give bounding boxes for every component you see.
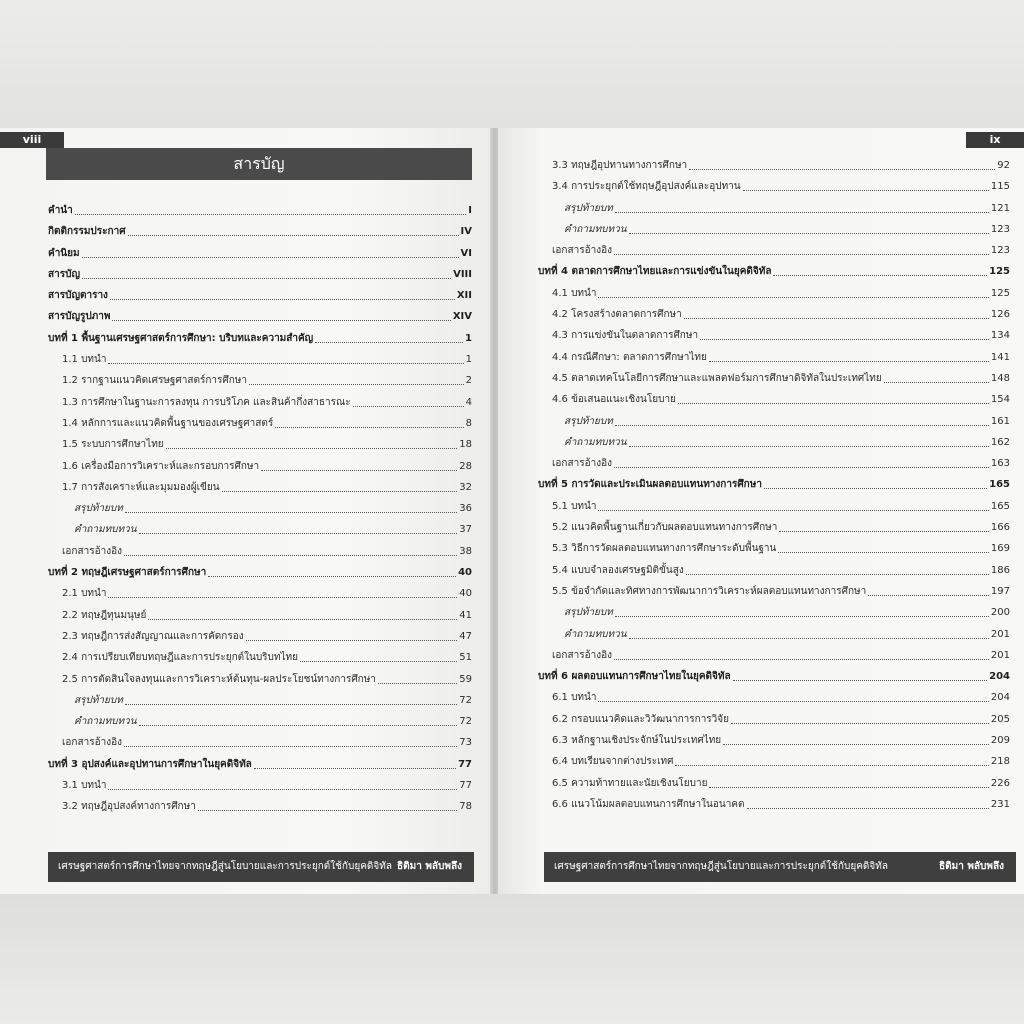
toc-entry-page: 8 — [465, 417, 472, 429]
toc-entry-page: 73 — [459, 737, 472, 749]
toc-leader-dots — [108, 363, 464, 364]
toc-entry — [48, 669, 472, 690]
toc-entry-page: 186 — [990, 564, 1010, 576]
toc-leader-dots — [598, 701, 989, 702]
toc-leader-dots — [166, 448, 457, 449]
toc-leader-dots — [124, 746, 457, 747]
footer-book-title: เศรษฐศาสตร์การศึกษาไทยจากทฤษฎีสู่นโยบายและการประยุกต์ใช้กับยุคดิจิทัล — [58, 861, 392, 872]
toc-leader-dots — [315, 342, 463, 343]
toc-entry — [538, 687, 1010, 708]
toc-title: สารบัญ — [46, 148, 472, 180]
toc-leader-dots — [764, 488, 987, 489]
toc-entry-label: 6.3 หลักฐานเชิงประจักษ์ในประเทศไทย — [552, 735, 722, 747]
toc-entry-label: 1.2 รากฐานแนวคิดเศรษฐศาสตร์การศึกษา — [62, 375, 247, 387]
toc-entry — [48, 264, 472, 285]
toc-entry — [48, 732, 472, 753]
toc-entry-page: 32 — [459, 481, 472, 493]
toc-leader-dots — [629, 638, 989, 639]
toc-leader-dots — [884, 382, 989, 383]
toc-entry-label: เอกสารอ้างอิง — [552, 649, 612, 661]
toc-entry — [538, 709, 1010, 730]
toc-entry-label: บทที่ 5 การวัดและประเมินผลตอบแทนทางการศึกษา — [538, 479, 762, 491]
toc-leader-dots — [198, 810, 457, 811]
toc-entry-label: 6.1 บทนำ — [552, 692, 597, 704]
toc-entry-label: คำนิยม — [48, 247, 80, 259]
toc-entry-label: 1.3 การศึกษาในฐานะการลงทุน การบริโภค และสินค้ากึ่งสาธารณะ — [62, 396, 351, 408]
toc-entry — [538, 368, 1010, 389]
toc-entry-label: คำถามทบทวน — [564, 223, 627, 235]
toc-entry-label: 1.4 หลักการและแนวคิดพื้นฐานของเศรษฐศาสตร์ — [62, 417, 274, 429]
toc-leader-dots — [629, 233, 989, 234]
toc-leader-dots — [75, 214, 466, 215]
toc-entry — [48, 285, 472, 306]
toc-leader-dots — [709, 361, 989, 362]
toc-entry — [48, 498, 472, 519]
toc-leader-dots — [148, 619, 457, 620]
toc-entry — [48, 754, 472, 775]
toc-entry-label: 2.5 การตัดสินใจลงทุนและการวิเคราะห์ต้นทุน-ผลประโยชน์ทางการศึกษา — [62, 673, 376, 685]
toc-entry-label: เอกสารอ้างอิง — [62, 737, 122, 749]
toc-entry — [538, 624, 1010, 645]
toc-leader-dots — [614, 659, 989, 660]
toc-leader-dots — [108, 789, 457, 790]
toc-entry — [538, 176, 1010, 197]
toc-leader-dots — [353, 406, 464, 407]
toc-entry-page: 163 — [990, 458, 1010, 470]
toc-entry-page: 231 — [990, 798, 1010, 810]
toc-entry-page: 4 — [465, 396, 472, 408]
toc-entry-page: 218 — [990, 756, 1010, 768]
toc-leader-dots — [275, 427, 464, 428]
toc-leader-dots — [773, 275, 987, 276]
toc-entry-page: 123 — [990, 245, 1010, 257]
toc-entry — [538, 496, 1010, 517]
toc-entry-page: 161 — [990, 415, 1010, 427]
toc-entry — [48, 328, 472, 349]
toc-entry — [538, 794, 1010, 815]
toc-leader-dots — [615, 616, 989, 617]
toc-entry — [538, 602, 1010, 623]
toc-entry-page: 51 — [459, 652, 472, 664]
toc-entry-label: สารบัญรูปภาพ — [48, 311, 111, 323]
toc-entry-page: 205 — [990, 713, 1010, 725]
toc-leader-dots — [675, 765, 989, 766]
toc-entry-page: 38 — [459, 545, 472, 557]
toc-entry — [538, 283, 1010, 304]
toc-entry-page: 92 — [997, 160, 1010, 171]
toc-entry-label: กิตติกรรมประกาศ — [48, 226, 126, 238]
toc-leader-dots — [778, 552, 989, 553]
toc-entry-label: 3.2 ทฤษฎีอุปสงค์ทางการศึกษา — [62, 801, 196, 813]
toc-entry-label: 1.7 การสังเคราะห์และมุมมองผู้เขียน — [62, 481, 220, 493]
toc-entry — [48, 349, 472, 370]
toc-entry-page: 204 — [990, 692, 1010, 704]
toc-entry-label: บทที่ 3 อุปสงค์และอุปทานการศึกษาในยุคดิจิทัล — [48, 758, 252, 770]
toc-leader-dots — [779, 531, 989, 532]
toc-list-left — [48, 200, 472, 818]
toc-leader-dots — [747, 808, 989, 809]
toc-entry — [48, 477, 472, 498]
toc-entry-page: 78 — [459, 801, 472, 813]
toc-entry-page: 141 — [990, 351, 1010, 363]
toc-entry-page: 1 — [465, 332, 472, 344]
toc-leader-dots — [128, 235, 459, 236]
toc-entry-page: 77 — [458, 758, 472, 770]
toc-leader-dots — [629, 446, 989, 447]
toc-list-right — [538, 155, 1010, 815]
toc-entry-label: 2.4 การเปรียบเทียบทฤษฎีและการประยุกต์ในบริบทไทย — [62, 652, 298, 664]
toc-entry-page: 201 — [990, 649, 1010, 661]
toc-entry-page: I — [468, 205, 472, 216]
footer-book-title: เศรษฐศาสตร์การศึกษาไทยจากทฤษฎีสู่นโยบายและการประยุกต์ใช้กับยุคดิจิทัล — [554, 861, 888, 872]
toc-entry — [48, 583, 472, 604]
toc-leader-dots — [208, 576, 456, 577]
toc-leader-dots — [731, 723, 989, 724]
toc-entry — [48, 626, 472, 647]
footer-right — [544, 852, 1016, 882]
toc-leader-dots — [139, 725, 457, 726]
toc-entry-label: เอกสารอ้างอิง — [552, 245, 612, 257]
toc-leader-dots — [82, 278, 451, 279]
toc-entry — [48, 306, 472, 327]
toc-leader-dots — [110, 299, 455, 300]
toc-entry-label: 2.3 ทฤษฎีการส่งสัญญาณและการคัดกรอง — [62, 630, 244, 642]
toc-entry-page: 166 — [990, 522, 1010, 534]
toc-entry — [48, 647, 472, 668]
toc-leader-dots — [254, 768, 456, 769]
toc-entry-label: 4.4 กรณีศึกษา: ตลาดการศึกษาไทย — [552, 351, 707, 363]
toc-entry-label: สรุปท้ายบท — [564, 415, 613, 427]
toc-entry — [48, 519, 472, 540]
toc-entry-label: สรุปท้ายบท — [564, 607, 613, 619]
toc-entry-page: 40 — [458, 567, 472, 579]
toc-entry-page: 226 — [990, 777, 1010, 789]
toc-entry-label: 6.4 บทเรียนจากต่างประเทศ — [552, 756, 674, 768]
toc-entry — [48, 243, 472, 264]
toc-entry-label: 1.5 ระบบการศึกษาไทย — [62, 439, 164, 451]
toc-entry — [538, 730, 1010, 751]
toc-entry — [48, 796, 472, 817]
toc-entry — [538, 517, 1010, 538]
toc-leader-dots — [723, 744, 989, 745]
toc-entry-label: 5.1 บทนำ — [552, 500, 597, 512]
toc-entry-label: 6.5 ความท้าทายและนัยเชิงนโยบาย — [552, 777, 708, 789]
toc-entry — [48, 562, 472, 583]
toc-entry — [538, 347, 1010, 368]
toc-entry-label: 5.4 แบบจำลองเศรษฐมิติขั้นสูง — [552, 564, 684, 576]
toc-entry-page: VI — [460, 247, 472, 259]
toc-entry — [48, 541, 472, 562]
toc-entry-page: 125 — [990, 287, 1010, 299]
toc-entry — [48, 370, 472, 391]
toc-leader-dots — [222, 491, 457, 492]
toc-entry-page: 72 — [459, 716, 472, 728]
toc-entry-label: 2.2 ทฤษฎีทุนมนุษย์ — [62, 609, 147, 621]
toc-leader-dots — [678, 403, 989, 404]
toc-entry-page: 40 — [459, 588, 472, 600]
toc-entry-label: 4.3 การแข่งขันในตลาดการศึกษา — [552, 330, 699, 342]
toc-entry — [48, 392, 472, 413]
toc-entry-page: 148 — [990, 372, 1010, 384]
toc-leader-dots — [709, 787, 989, 788]
toc-leader-dots — [689, 169, 995, 170]
toc-entry — [48, 200, 472, 221]
toc-entry-page: 1 — [465, 354, 472, 366]
toc-leader-dots — [598, 297, 989, 298]
toc-entry — [538, 538, 1010, 559]
right-page — [498, 128, 1024, 894]
toc-entry-label: 1.1 บทนำ — [62, 354, 107, 366]
toc-leader-dots — [249, 384, 464, 385]
toc-entry-label: 3.1 บทนำ — [62, 780, 107, 792]
toc-entry-page: 162 — [990, 436, 1010, 448]
toc-entry-label: คำถามทบทวน — [74, 716, 137, 728]
toc-entry-page: 18 — [459, 439, 472, 451]
toc-entry — [48, 775, 472, 796]
toc-entry — [538, 261, 1010, 282]
toc-entry — [538, 474, 1010, 495]
toc-entry-page: 41 — [459, 609, 472, 621]
toc-entry-page: IV — [460, 226, 472, 238]
toc-entry — [48, 221, 472, 242]
toc-entry-label: 5.5 ข้อจำกัดและทิศทางการพัฒนาการวิเคราะห์ผลตอบแทนทางการศึกษา — [552, 585, 867, 597]
toc-entry-label: 4.6 ข้อเสนอแนะเชิงนโยบาย — [552, 394, 676, 406]
toc-entry-label: คำถามทบทวน — [564, 628, 627, 640]
toc-entry — [538, 304, 1010, 325]
toc-leader-dots — [743, 190, 989, 191]
toc-entry — [538, 325, 1010, 346]
toc-entry — [48, 456, 472, 477]
toc-entry-page: VIII — [453, 268, 472, 280]
toc-entry-page: 28 — [459, 460, 472, 472]
toc-entry-label: สารบัญ — [48, 268, 80, 280]
toc-entry — [538, 198, 1010, 219]
toc-entry-page: 72 — [459, 694, 472, 706]
toc-entry — [48, 711, 472, 732]
toc-leader-dots — [139, 533, 457, 534]
toc-leader-dots — [700, 339, 989, 340]
toc-entry-page: 134 — [990, 330, 1010, 342]
toc-entry-label: คำถามทบทวน — [74, 524, 137, 536]
toc-leader-dots — [684, 318, 989, 319]
toc-entry-label: 6.6 แนวโน้มผลตอบแทนการศึกษาในอนาคต — [552, 798, 745, 810]
toc-entry-label: 5.3 วิธีการวัดผลตอบแทนทางการศึกษาระดับพื้นฐาน — [552, 543, 777, 555]
toc-entry — [538, 411, 1010, 432]
toc-entry-label: สรุปท้ายบท — [564, 202, 613, 214]
toc-entry-label: 2.1 บทนำ — [62, 588, 107, 600]
toc-entry — [538, 453, 1010, 474]
toc-entry-page: 201 — [990, 628, 1010, 640]
toc-entry-page: 77 — [459, 780, 472, 792]
toc-entry-label: 5.2 แนวคิดพื้นฐานเกี่ยวกับผลตอบแทนทางการศึกษา — [552, 522, 778, 534]
toc-entry-label: บทที่ 4 ตลาดการศึกษาไทยและการแข่งขันในยุคดิจิทัล — [538, 266, 772, 278]
toc-entry-page: 165 — [990, 500, 1010, 512]
toc-entry — [538, 666, 1010, 687]
toc-entry-page: 154 — [990, 394, 1010, 406]
toc-entry — [538, 155, 1010, 176]
toc-entry-label: สารบัญตาราง — [48, 290, 108, 302]
background-top — [0, 0, 1024, 128]
toc-entry-page: 209 — [990, 735, 1010, 747]
toc-leader-dots — [125, 512, 457, 513]
toc-entry — [538, 645, 1010, 666]
toc-entry-page: 204 — [989, 671, 1010, 683]
toc-entry — [48, 434, 472, 455]
left-page — [0, 128, 492, 894]
footer-author: ธิติมา พลับพลึง — [397, 861, 462, 872]
toc-leader-dots — [686, 574, 989, 575]
toc-leader-dots — [82, 257, 459, 258]
background-bottom — [0, 894, 1024, 1024]
toc-entry-page: 197 — [990, 585, 1010, 597]
toc-leader-dots — [112, 320, 451, 321]
toc-entry-label: บทที่ 1 พื้นฐานเศรษฐศาสตร์การศึกษา: บริบทและความสำคัญ — [48, 332, 314, 344]
toc-leader-dots — [246, 640, 457, 641]
toc-entry — [48, 690, 472, 711]
toc-leader-dots — [868, 595, 989, 596]
toc-entry-page: 126 — [990, 309, 1010, 321]
toc-entry — [48, 413, 472, 434]
toc-entry — [538, 560, 1010, 581]
toc-leader-dots — [125, 704, 457, 705]
toc-entry-page: XIV — [452, 311, 472, 323]
toc-entry — [538, 389, 1010, 410]
toc-entry-label: บทที่ 2 ทฤษฎีเศรษฐศาสตร์การศึกษา — [48, 567, 207, 579]
toc-entry-page: 47 — [459, 630, 472, 642]
toc-entry — [538, 219, 1010, 240]
toc-leader-dots — [108, 597, 457, 598]
toc-entry-page: 125 — [989, 266, 1010, 278]
toc-entry — [538, 432, 1010, 453]
toc-entry — [538, 240, 1010, 261]
toc-leader-dots — [300, 661, 457, 662]
footer-author: ธิติมา พลับพลึง — [939, 861, 1004, 872]
toc-leader-dots — [615, 425, 989, 426]
toc-entry-page: 59 — [459, 673, 472, 685]
toc-entry-label: 4.5 ตลาดเทคโนโลยีการศึกษาและแพลตฟอร์มการศึกษาดิจิทัลในประเทศไทย — [552, 372, 882, 384]
toc-entry-page: 123 — [990, 223, 1010, 235]
page-number-right: ix — [966, 132, 1024, 148]
toc-entry — [538, 773, 1010, 794]
toc-entry-page: 169 — [990, 543, 1010, 555]
toc-entry — [48, 605, 472, 626]
toc-entry-label: 3.4 การประยุกต์ใช้ทฤษฎีอุปสงค์และอุปทาน — [552, 181, 741, 193]
toc-entry-label: 6.2 กรอบแนวคิดและวิวัฒนาการการวิจัย — [552, 713, 730, 725]
toc-entry-label: คำถามทบทวน — [564, 436, 627, 448]
toc-leader-dots — [615, 212, 989, 213]
toc-entry-label: 3.3 ทฤษฎีอุปทานทางการศึกษา — [552, 160, 688, 171]
toc-entry-label: คำนำ — [48, 205, 73, 216]
toc-entry-page: 36 — [459, 503, 472, 515]
toc-entry — [538, 751, 1010, 772]
toc-entry-label: 4.1 บทนำ — [552, 287, 597, 299]
toc-leader-dots — [124, 555, 457, 556]
footer-left — [48, 852, 474, 882]
toc-entry-page: 165 — [989, 479, 1010, 491]
toc-entry-label: 4.2 โครงสร้างตลาดการศึกษา — [552, 309, 682, 321]
toc-leader-dots — [378, 683, 457, 684]
toc-entry-label: สรุปท้ายบท — [74, 694, 123, 706]
toc-entry-label: เอกสารอ้างอิง — [552, 458, 612, 470]
toc-entry-page: 115 — [990, 181, 1010, 193]
toc-leader-dots — [598, 510, 989, 511]
toc-entry-label: สรุปท้ายบท — [74, 503, 123, 515]
toc-leader-dots — [261, 470, 457, 471]
toc-leader-dots — [614, 254, 989, 255]
toc-entry-page: 37 — [459, 524, 472, 536]
page-number-left: viii — [0, 132, 64, 148]
toc-entry — [538, 581, 1010, 602]
toc-leader-dots — [733, 680, 987, 681]
toc-entry-label: บทที่ 6 ผลตอบแทนการศึกษาไทยในยุคดิจิทัล — [538, 671, 731, 683]
toc-entry-label: เอกสารอ้างอิง — [62, 545, 122, 557]
toc-entry-page: 200 — [990, 607, 1010, 619]
toc-entry-page: XII — [456, 290, 472, 302]
toc-leader-dots — [614, 467, 989, 468]
toc-entry-label: 1.6 เครื่องมือการวิเคราะห์และกรอบการศึกษา — [62, 460, 260, 472]
toc-entry-page: 121 — [990, 202, 1010, 214]
toc-entry-page: 2 — [465, 375, 472, 387]
